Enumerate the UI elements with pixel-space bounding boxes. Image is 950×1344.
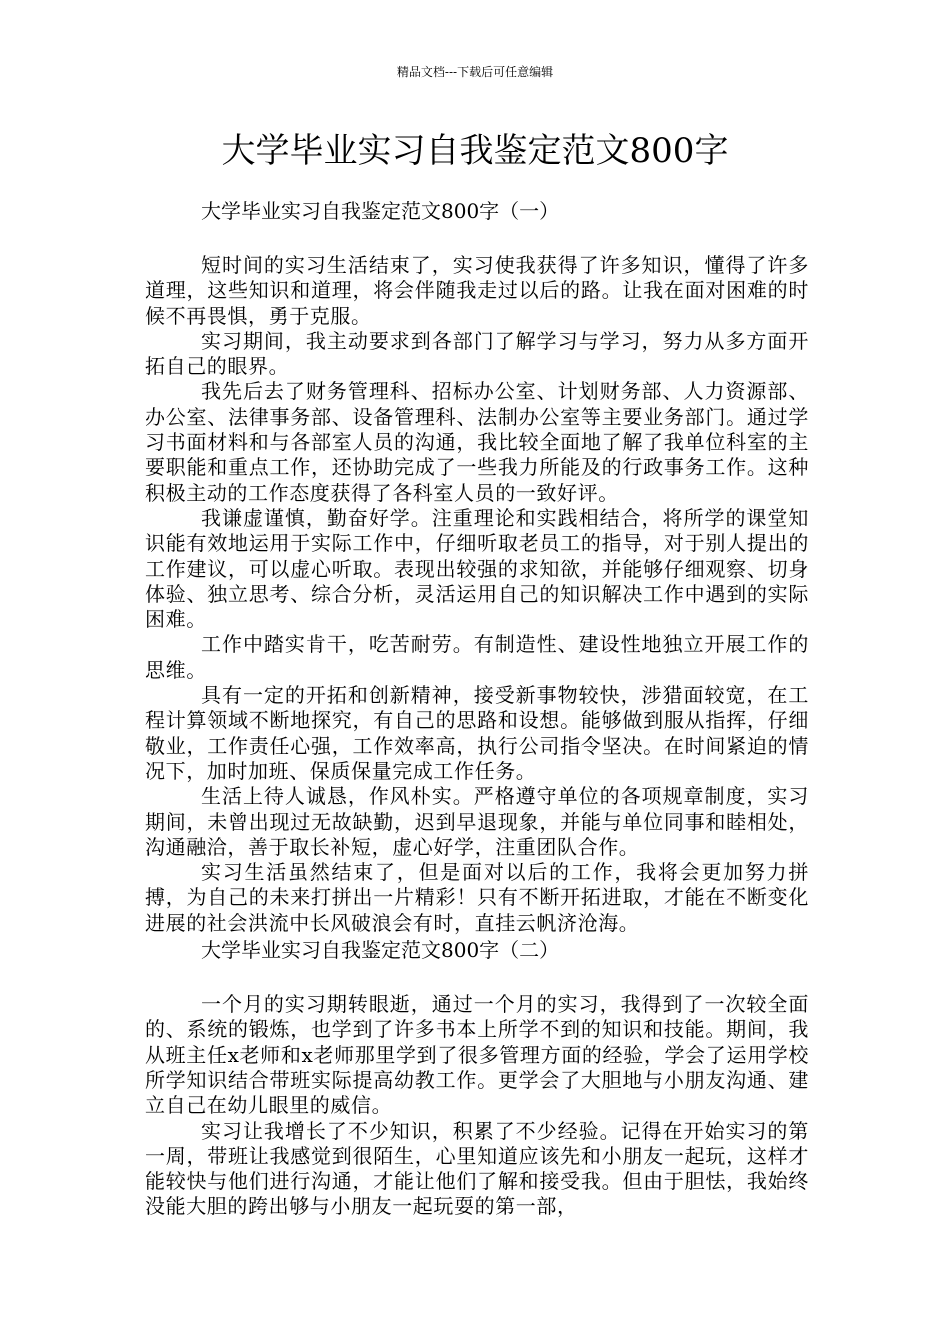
paragraph: 实习让我增长了不少知识，积累了不少经验。记得在开始实习的第一周，带班让我感觉到很陌生，心里知道应该先和小朋友一起玩，这样才能较快与他们进行沟通，才能让他们了解和接受我。但由于胆怯，我始终没能大胆的跨出够与小朋友一起玩耍的第一部， (145, 1118, 809, 1219)
section-heading-1: 大学毕业实习自我鉴定范文800字（一） (201, 199, 560, 223)
section-spacer (145, 225, 809, 253)
paragraph: 短时间的实习生活结束了，实习使我获得了许多知识，懂得了许多道理，这些知识和道理，将会伴随我走过以后的路。让我在面对困难的时候不再畏惧，勇于克服。 (145, 253, 809, 328)
paragraph: 实习期间，我主动要求到各部门了解学习与学习，努力从多方面开拓自己的眼界。 (145, 328, 809, 379)
paragraph: 生活上待人诚恳，作风朴实。严格遵守单位的各项规章制度，实习期间，未曾出现过无故缺勤，迟到早退现象，并能与单位同事和睦相处，沟通融洽，善于取长补短，虚心好学，注重团队合作。 (145, 784, 809, 859)
paragraph: 我先后去了财务管理科、招标办公室、计划财务部、人力资源部、办公室、法律事务部、设备管理科、法制办公室等主要业务部门。通过学习书面材料和与各部室人员的沟通，我比较全面地了解了我单位科室的主要职能和重点工作，还协助完成了一些我力所能及的行政事务工作。这种积极主动的工作态度获得了各科室人员的一致好评。 (145, 379, 809, 505)
document-body (145, 197, 809, 1220)
section-spacer (145, 964, 809, 992)
paragraph: 一个月的实习期转眼逝，通过一个月的实习，我得到了一次较全面的、系统的锻炼，也学到了许多书本上所学不到的知识和技能。期间，我从班主任x老师和x老师那里学到了很多管理方面的经验，学会了运用学校所学知识结合带班实际提高幼教工作。更学会了大胆地与小朋友沟通、建立自己在幼儿眼里的威信。 (145, 992, 809, 1118)
paragraph: 实习生活虽然结束了，但是面对以后的工作，我将会更加努力拼搏，为自己的未来打拼出一片精彩！只有不断开拓进取，才能在不断变化进展的社会洪流中长风破浪会有时，直挂云帆济沧海。 (145, 860, 809, 935)
document-title: 大学毕业实习自我鉴定范文800字 (221, 131, 729, 171)
paragraph: 我谦虚谨慎，勤奋好学。注重理论和实践相结合，将所学的课堂知识能有效地运用于实际工作中，仔细听取老员工的指导，对于别人提出的工作建议，可以虚心听取。表现出较强的求知欲，并能够仔细观察、切身体验、独立思考、综合分析，灵活运用自己的知识解决工作中遇到的实际困难。 (145, 505, 809, 632)
paragraph: 具有一定的开拓和创新精神，接受新事物较快，涉猎面较宽，在工程计算领域不断地探究，有自己的思路和设想。能够做到服从指挥，仔细敬业，工作责任心强，工作效率高，执行公司指令坚决。在时间紧迫的情况下，加时加班、保质保量完成工作任务。 (145, 683, 809, 783)
header-note: 精品文档---下载后可任意编辑 (396, 65, 554, 79)
paragraph: 工作中踏实肯干，吃苦耐劳。有制造性、建设性地独立开展工作的思维。 (145, 632, 809, 682)
section-heading-2: 大学毕业实习自我鉴定范文800字（二） (201, 938, 560, 963)
